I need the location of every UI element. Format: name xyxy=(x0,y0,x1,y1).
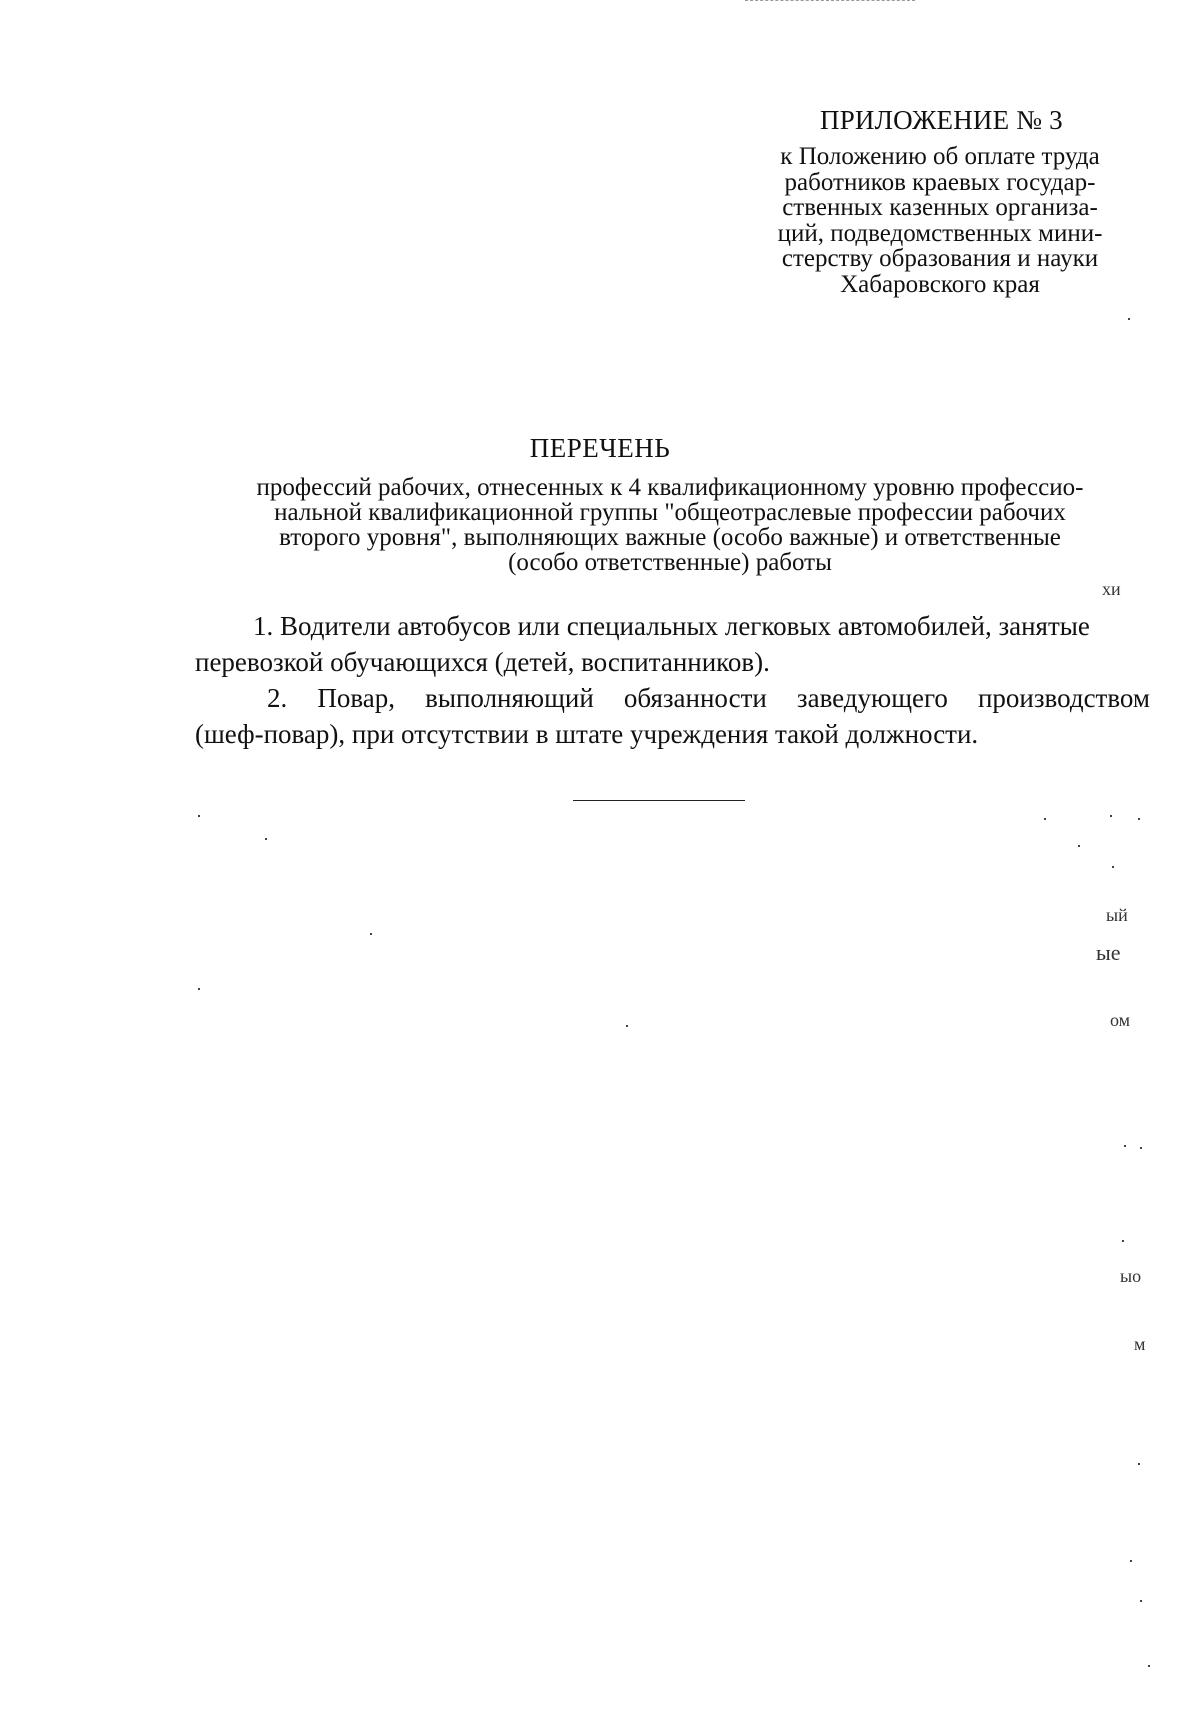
scan-dot xyxy=(626,1025,628,1027)
scan-dot xyxy=(1138,818,1140,820)
scan-dot xyxy=(1078,845,1080,847)
list-subtitle-line: второго уровня", выполняющих важные (особо важные) и ответственные xyxy=(279,524,1061,551)
appendix-line: работников краевых государ- xyxy=(784,168,1096,196)
margin-speck: ыо xyxy=(1120,1266,1142,1286)
appendix-title: ПРИЛОЖЕНИЕ № 3 xyxy=(820,105,1063,135)
margin-speck: м xyxy=(1134,1334,1146,1354)
appendix-line: стерству образования и науки xyxy=(781,245,1099,272)
appendix-reference xyxy=(740,144,1140,297)
margin-speck: ый xyxy=(1106,905,1128,925)
margin-speck: хи xyxy=(1102,579,1121,599)
appendix-line: Хабаровского края xyxy=(840,270,1040,298)
list-subtitle-line: (особо ответственные) работы xyxy=(508,549,832,576)
list-title: ПЕРЕЧЕНЬ xyxy=(529,433,671,463)
scan-dot xyxy=(1138,1463,1140,1465)
scan-dot xyxy=(1112,866,1114,868)
scan-dot xyxy=(1128,318,1130,320)
list-item-line: 2. Повар, выполняющий обязанности заведующего производством xyxy=(267,683,1150,713)
list-subtitle-line: профессий рабочих, отнесенных к 4 квалификационному уровню профессио- xyxy=(256,474,1084,501)
scan-dot xyxy=(1130,1560,1132,1562)
scan-dot xyxy=(1140,1600,1142,1602)
scan-dot xyxy=(1148,1665,1150,1667)
list-item-line: (шеф-повар), при отсутствии в штате учреждения такой должности. xyxy=(195,719,979,749)
scan-dot xyxy=(1122,1240,1124,1242)
list-subtitle-line: нальной квалификационной группы "общеотраслевые профессии рабочих xyxy=(274,499,1066,526)
appendix-line: ственных казенных организа- xyxy=(782,194,1098,221)
list-item-line: перевозкой обучающихся (детей, воспитанников). xyxy=(195,647,770,677)
list-subtitle xyxy=(190,475,1150,575)
scan-dot xyxy=(198,988,200,990)
list-item xyxy=(195,680,1150,752)
scan-dot xyxy=(1124,1145,1126,1147)
scan-edge-mark xyxy=(745,0,915,1)
scan-dot xyxy=(1110,815,1112,817)
appendix-line: ций, подведомственных мини- xyxy=(777,219,1103,247)
scan-dot xyxy=(265,838,267,840)
margin-speck: ые xyxy=(1096,940,1121,965)
scan-dot xyxy=(1140,1147,1142,1149)
list-item-line: 1. Водители автобусов или специальных легковых автомобилей, занятые xyxy=(253,611,1090,641)
closing-rule xyxy=(573,800,745,801)
scan-dot xyxy=(1044,818,1046,820)
scan-dot xyxy=(198,815,200,817)
margin-speck: ом xyxy=(1110,1010,1131,1030)
profession-list xyxy=(195,608,1150,752)
list-item xyxy=(195,608,1150,680)
scan-dot xyxy=(370,933,372,935)
appendix-header xyxy=(740,104,1140,297)
appendix-line: к Положению об оплате труда xyxy=(780,143,1100,170)
